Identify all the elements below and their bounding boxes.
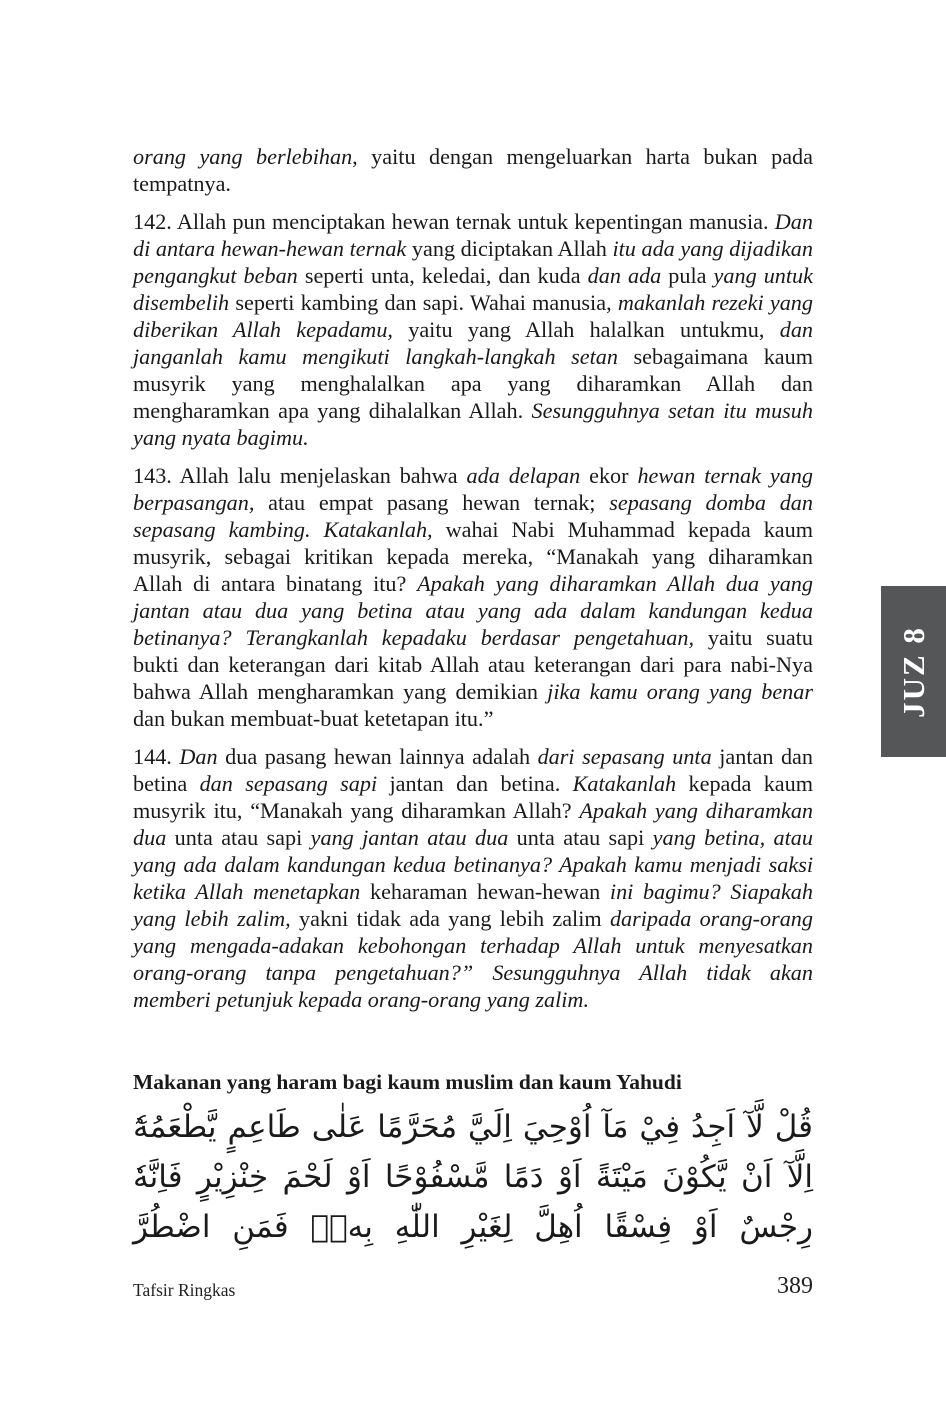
juz-tab-label: JUZ 8 xyxy=(895,625,931,718)
text-run: sebagaimana kaum musyrik yang menghalalkan apa yang diharamkan Allah dan mengharamkan apa yang dihalalkan Allah. xyxy=(133,344,813,423)
italic-run: jika kamu orang yang benar xyxy=(547,679,813,704)
text-run: seperti kambing dan sapi. Wahai manusia, xyxy=(229,290,618,315)
page-number: 389 xyxy=(777,1273,813,1299)
text-run: , yaitu dengan mengeluarkan harta bukan pada tempatnya. xyxy=(133,144,813,196)
text-run: keharaman hewan-hewan xyxy=(360,879,610,904)
body-text xyxy=(133,143,813,1024)
italic-run: sepasang domba dan sepasang kambing. Katakanlah, xyxy=(133,490,813,542)
juz-tab xyxy=(881,586,946,757)
italic-run: yang untuk disembelih xyxy=(133,263,814,315)
italic-run: hewan ternak yang berpasangan, xyxy=(133,463,813,515)
text-run: seperti unta, keledai, dan kuda xyxy=(297,263,588,288)
italic-run: dan sepasang sapi xyxy=(199,771,378,796)
italic-run: ada delapan xyxy=(466,463,581,488)
italic-run: ini bagimu? Siapakah yang lebih zalim, xyxy=(133,879,813,931)
text-run: yang diciptakan Allah xyxy=(406,236,613,261)
italic-run: Katakanlah xyxy=(572,771,677,796)
text-run: kepada kaum musyrik itu, “Manakah yang diharamkan Allah? xyxy=(133,771,813,823)
text-run: wahai Nabi Muhammad kepada kaum musyrik, sebagai kritikan kepada mereka, “Manakah yang diharamkan Allah di antara binatang itu? xyxy=(133,517,813,596)
text-run: yaitu yang Allah halalkan untukmu, xyxy=(392,317,780,342)
paragraph-verse-144 xyxy=(133,743,813,1013)
italic-run: yang betina, atau yang ada dalam kandungan kedua betinanya? Apakah kamu menjadi saksi ketika Allah menetapkan xyxy=(133,825,813,904)
paragraph-continuation xyxy=(133,143,813,197)
paragraph-verse-142 xyxy=(133,208,813,451)
italic-run: makanlah rezeki yang diberikan Allah kepadamu, xyxy=(133,290,813,342)
text-run: unta atau sapi xyxy=(508,825,653,850)
text-run: dan bukan membuat-buat ketetapan itu.” xyxy=(133,706,494,731)
italic-run: dari sepasang unta xyxy=(537,744,712,769)
italic-run: dan ada xyxy=(587,263,662,288)
text-run: 144. xyxy=(133,744,180,769)
text-run: pula xyxy=(661,263,714,288)
text-run: 143. Allah lalu menjelaskan bahwa xyxy=(133,463,467,488)
footer-book-title: Tafsir Ringkas xyxy=(133,1280,236,1300)
text-run: atau empat pasang hewan ternak; xyxy=(254,490,610,515)
italic-run: Sesungguhnya setan itu musuh yang nyata bagimu. xyxy=(133,398,813,450)
paragraph-verse-143 xyxy=(133,462,813,732)
italic-run: Dan xyxy=(179,744,218,769)
italic-run: Dan di antara hewan-hewan ternak xyxy=(133,209,813,261)
italic-run: itu ada yang dijadikan pengangkut beban xyxy=(133,236,813,288)
text-run: 142. Allah pun menciptakan hewan ternak untuk kepentingan manusia. xyxy=(133,209,775,234)
text-run: dua pasang hewan lainnya adalah xyxy=(217,744,538,769)
section-heading: Makanan yang haram bagi kaum muslim dan kaum Yahudi xyxy=(133,1070,682,1094)
text-run: jantan dan betina. xyxy=(377,771,573,796)
text-run: ekor xyxy=(580,463,638,488)
text-run: jantan dan betina xyxy=(133,744,813,796)
italic-run: daripada orang-orang yang mengada-adakan kebohongan terhadap Allah untuk menyesatkan orang-orang tanpa pengetahuan?” Sesungguhnya Allah tidak akan memberi petunjuk kepada orang-orang yang zalim. xyxy=(133,906,813,1012)
italic-run: orang yang berlebihan xyxy=(133,144,353,169)
arabic-verse-text: قُلْ لَّآ اَجِدُ فِيْ مَآ اُوْحِيَ اِلَيَّ مُحَرَّمًا عَلٰى طَاعِمٍ يَّطْعَمُهٗٓ اِلَّآ اَنْ يَّكُوْنَ مَيْتَةً اَوْ دَمًا مَّسْفُوْحًا اَوْ لَحْمَ خِنْزِيْرٍ فَاِنَّهٗ رِجْسٌ اَوْ فِسْقًا اُهِلَّ لِغَيْرِ اللّٰهِ بِهٖۚ فَمَنِ اضْطُرَّ xyxy=(133,1109,813,1245)
italic-run: dan janganlah kamu mengikuti langkah-langkah setan xyxy=(133,317,813,369)
text-run: yaitu suatu bukti dan keterangan dari kitab Allah atau keterangan dari para nabi-Nya bahwa Allah mengharamkan yang demikian xyxy=(133,625,814,704)
italic-run: Apakah yang diharamkan Allah dua yang jantan atau dua yang betina atau yang ada dalam kandungan kedua betinanya? Terangkanlah kepadaku berdasar pengetahuan, xyxy=(133,571,813,650)
text-run: unta atau sapi xyxy=(166,825,311,850)
italic-run: yang jantan atau dua xyxy=(310,825,509,850)
italic-run: Apakah yang diharamkan dua xyxy=(133,798,814,850)
text-run: yakni tidak ada yang lebih zalim xyxy=(290,906,610,931)
